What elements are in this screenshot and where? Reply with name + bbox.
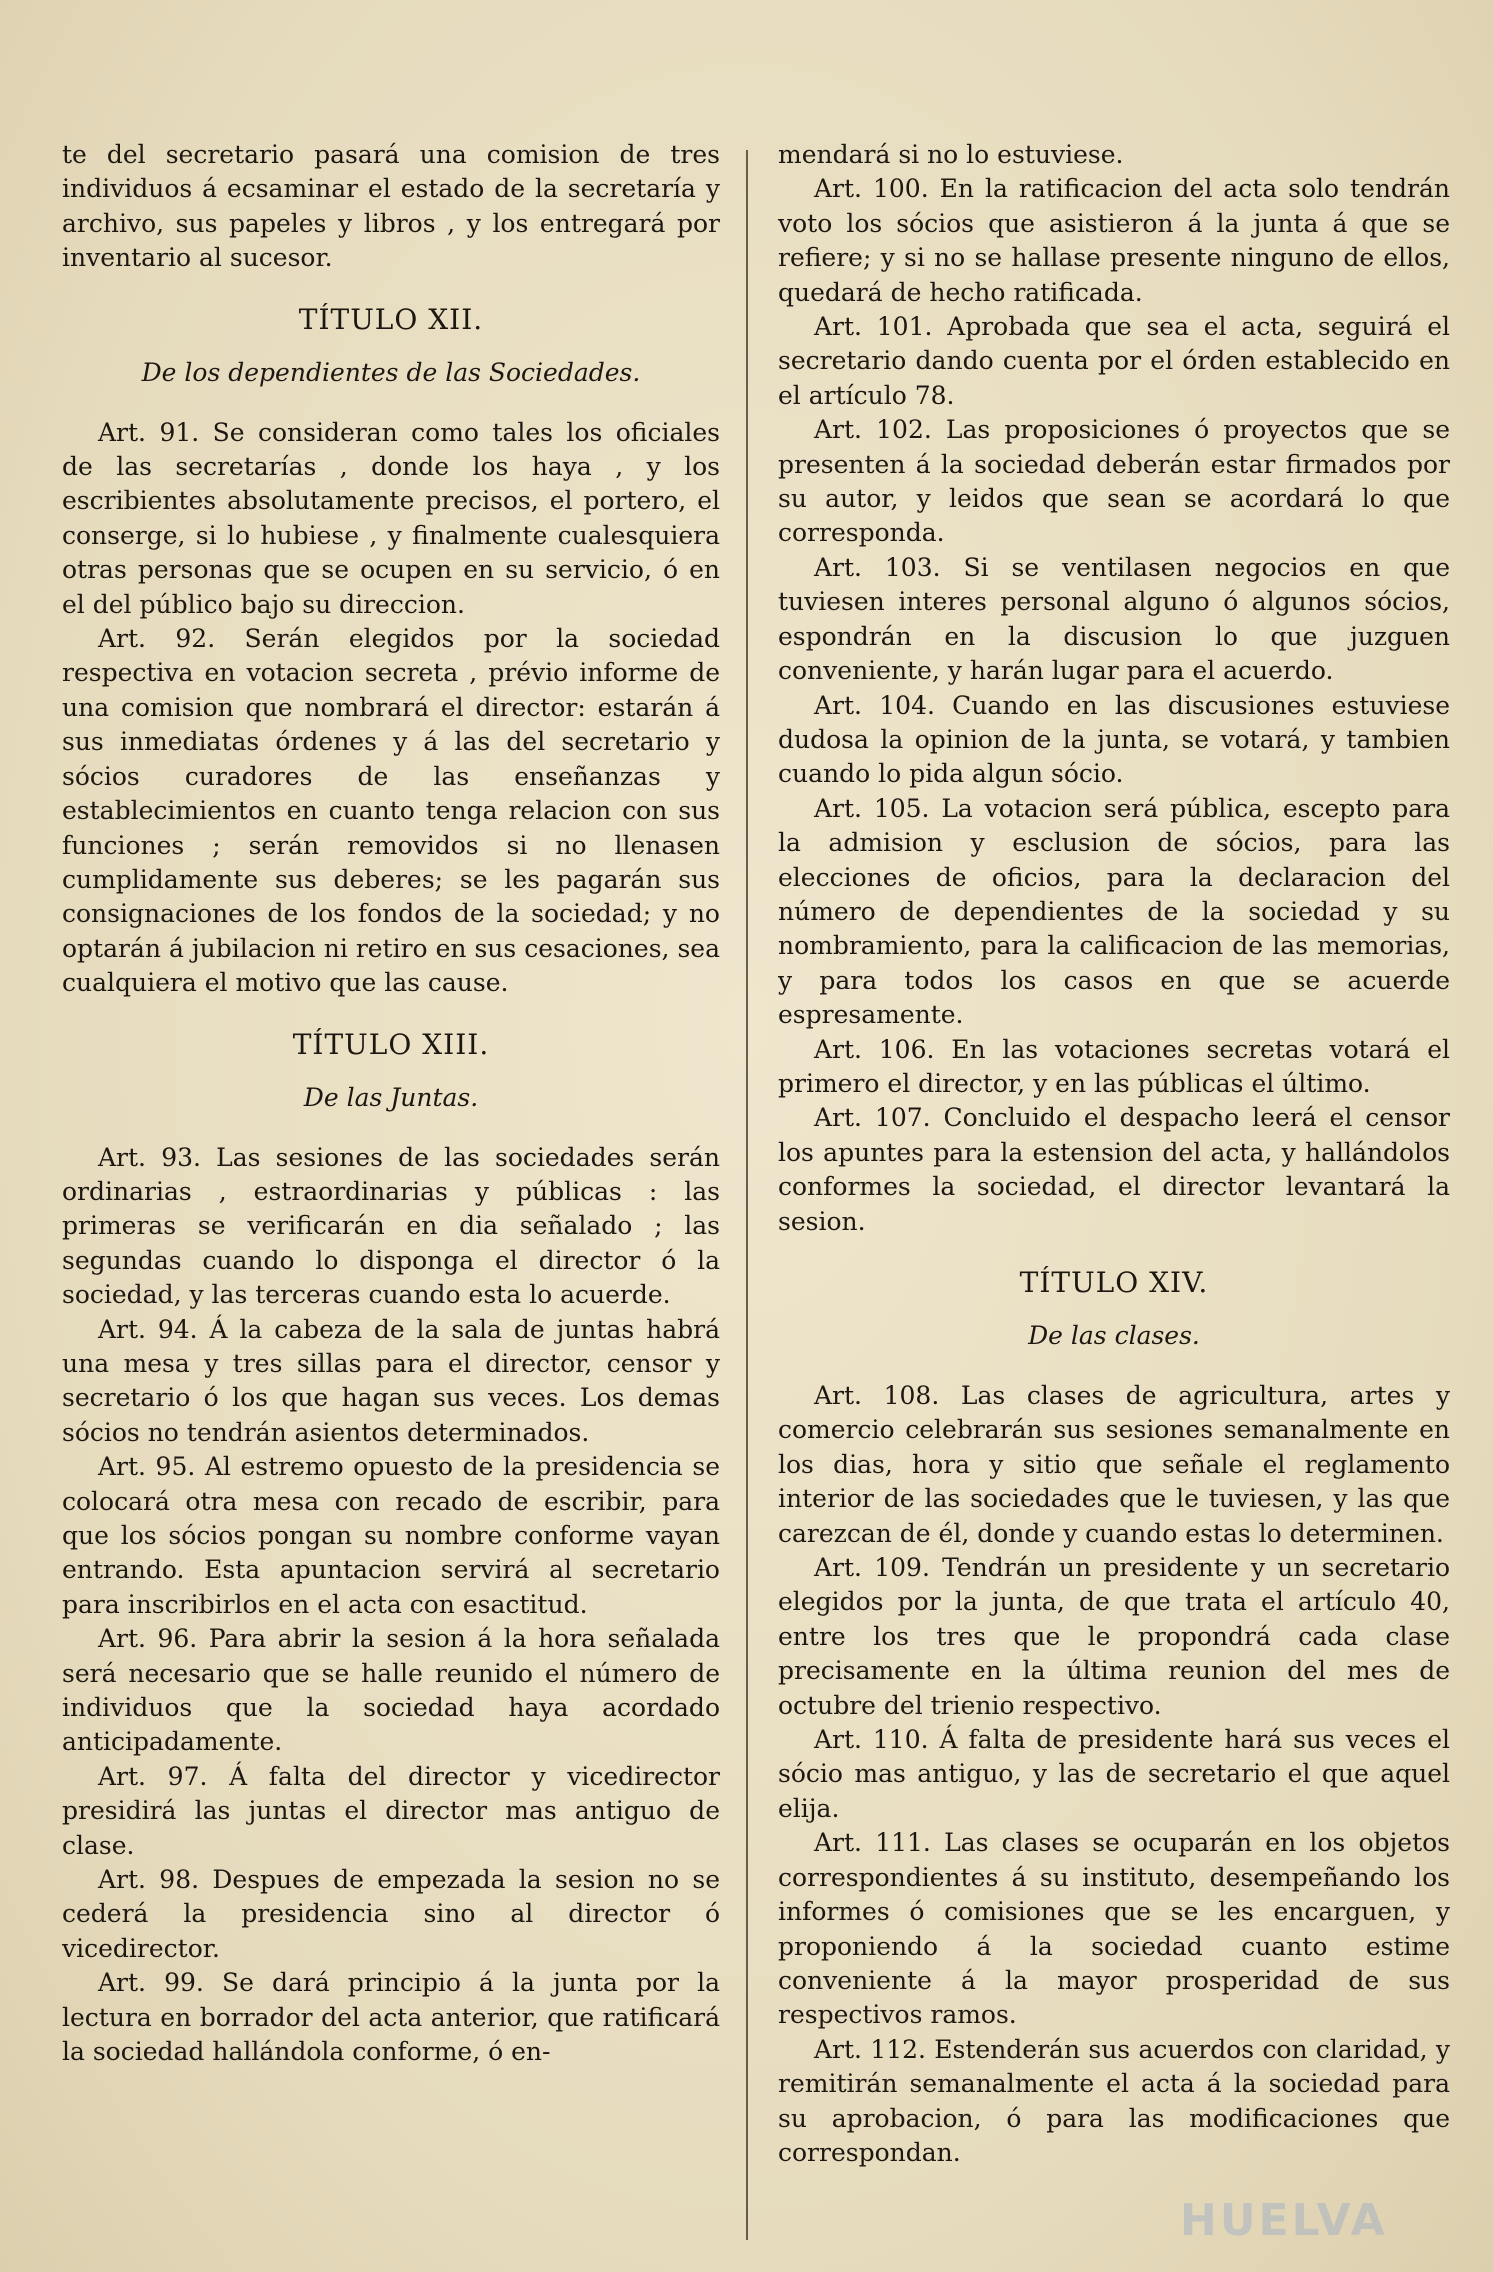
- article-106: Art. 106. En las votaciones secretas votará el primero el director, y en las públicas el último.: [778, 1034, 1450, 1098]
- article-109: Art. 109. Tendrán un presidente y un secretario elegidos por la junta, de que trata el artículo 40, entre los tres que le propondrá cada clase precisamente en la última reunion del mes de octubre del trienio respectivo.: [778, 1553, 1450, 1720]
- paragraph-continuation: mendará si no lo estuviese.: [778, 140, 1124, 169]
- article-99: Art. 99. Se dará principio á la junta por la lectura en borrador del acta anterior, que ratificará la sociedad hallándola conforme, ó en-: [62, 1968, 720, 2067]
- article-110: Art. 110. Á falta de presidente hará sus veces el sócio mas antiguo, y las de secretario el que aquel elija.: [778, 1725, 1450, 1823]
- heading-titulo-xiv: TÍTULO XIV.: [1019, 1266, 1209, 1299]
- subtitle-titulo-xii: De los dependientes de las Sociedades.: [141, 357, 641, 387]
- article-93: Art. 93. Las sesiones de las sociedades serán ordinarias , estraordinarias y públicas : las primeras se verificarán en dia señalado ; las segundas cuando lo disponga el director ó la sociedad, y las terceras cuando esta lo acuerde.: [62, 1142, 720, 1310]
- subtitle-titulo-xiv: De las clases.: [1028, 1321, 1200, 1350]
- library-watermark-stamp: HUELVA: [1180, 2195, 1388, 2246]
- subtitle-titulo-xiii: De las Juntas.: [303, 1082, 479, 1112]
- article-108: Art. 108. Las clases de agricultura, artes y comercio celebrarán sus sesiones semanalmente en los dias, hora y sitio que señale el reglamento interior de las sociedades que le tuviesen, y las que carezcan de él, donde y cuando estas lo determinen.: [778, 1381, 1450, 1548]
- article-96: Art. 96. Para abrir la sesion á la hora señalada será necesario que se halle reunido el número de individuos que la sociedad haya acordado anticipadamente.: [62, 1624, 720, 1757]
- column-divider: [746, 150, 748, 2240]
- article-95: Art. 95. Al estremo opuesto de la presidencia se colocará otra mesa con recado de escribir, para que los sócios pongan su nombre conforme vayan entrando. Esta apuntacion servirá al secretario para inscribirlos en el acta con esactitud.: [62, 1452, 720, 1619]
- left-column: [62, 138, 720, 2070]
- heading-titulo-xii: TÍTULO XII.: [298, 302, 484, 336]
- article-103: Art. 103. Si se ventilasen negocios en que tuviesen interes personal alguno ó algunos sócios, espondrán en la discusion lo que juzguen conveniente, y harán lugar para el acuerdo.: [778, 552, 1450, 686]
- article-98: Art. 98. Despues de empezada la sesion no se cederá la presidencia sino al director ó vicedirector.: [62, 1865, 720, 1963]
- article-111: Art. 111. Las clases se ocuparán en los objetos correspondientes á su instituto, desempeñando los informes ó comisiones que se les encarguen, y proponiendo á la sociedad cuanto estime conveniente á la mayor prosperidad de sus respectivos ramos.: [778, 1828, 1450, 2030]
- article-102: Art. 102. Las proposiciones ó proyectos que se presenten á la sociedad deberán estar firmados por su autor, y leidos que sean se acordará lo que corresponda.: [778, 415, 1450, 548]
- paragraph-continuation: te del secretario pasará una comision de tres individuos á ecsaminar el estado de la secretaría y archivo, sus papeles y libros , y los entregará por inventario al sucesor.: [62, 140, 720, 273]
- article-92: Art. 92. Serán elegidos por la sociedad respectiva en votacion secreta , prévio informe de una comision que nombrará el director: estarán á sus inmediatas órdenes y á las del secretario y sócios curadores de las enseñanzas y establecimientos en cuanto tenga relacion con sus funciones ; serán removidos si no llenasen cumplidamente sus deberes; se les pagarán sus consignaciones de los fondos de la sociedad; y no optarán á jubilacion ni retiro en sus cesaciones, sea cualquiera el motivo que las cause.: [62, 624, 720, 998]
- article-100: Art. 100. En la ratificacion del acta solo tendrán voto los sócios que asistieron á la junta á que se refiere; y si no se hallase presente ninguno de ellos, quedará de hecho ratificada.: [778, 174, 1450, 307]
- heading-titulo-xiii: TÍTULO XIII.: [292, 1027, 490, 1061]
- article-105: Art. 105. La votacion será pública, escepto para la admision y esclusion de sócios, para las elecciones de oficios, para la declaracion del número de dependientes de la sociedad y su nombramiento, para la calificacion de las memorias, y para todos los casos en que se acuerde espresamente.: [778, 793, 1450, 1030]
- article-94: Art. 94. Á la cabeza de la sala de juntas habrá una mesa y tres sillas para el director, censor y secretario ó los que hagan sus veces. Los demas sócios no tendrán asientos determinados.: [62, 1314, 720, 1447]
- right-column: [778, 138, 1450, 2170]
- article-97: Art. 97. Á falta del director y vicedirector presidirá las juntas el director mas antiguo de clase.: [62, 1761, 720, 1860]
- article-101: Art. 101. Aprobada que sea el acta, seguirá el secretario dando cuenta por el órden establecido en el artículo 78.: [778, 312, 1450, 410]
- article-112: Art. 112. Estenderán sus acuerdos con claridad, y remitirán semanalmente el acta á la sociedad para su aprobacion, ó para las modificaciones que correspondan.: [778, 2034, 1450, 2167]
- article-104: Art. 104. Cuando en las discusiones estuviese dudosa la opinion de la junta, se votará, y tambien cuando lo pida algun sócio.: [778, 690, 1450, 789]
- article-91: Art. 91. Se consideran como tales los oficiales de las secretarías , donde los haya , y los escribientes absolutamente precisos, el portero, el conserge, si lo hubiese , y finalmente cualesquiera otras personas que se ocupen en su servicio, ó en el del público bajo su direccion.: [62, 417, 720, 619]
- article-107: Art. 107. Concluido el despacho leerá el censor los apuntes para la estension del acta, y hallándolos conformes la sociedad, el director levantará la sesion.: [778, 1103, 1450, 1236]
